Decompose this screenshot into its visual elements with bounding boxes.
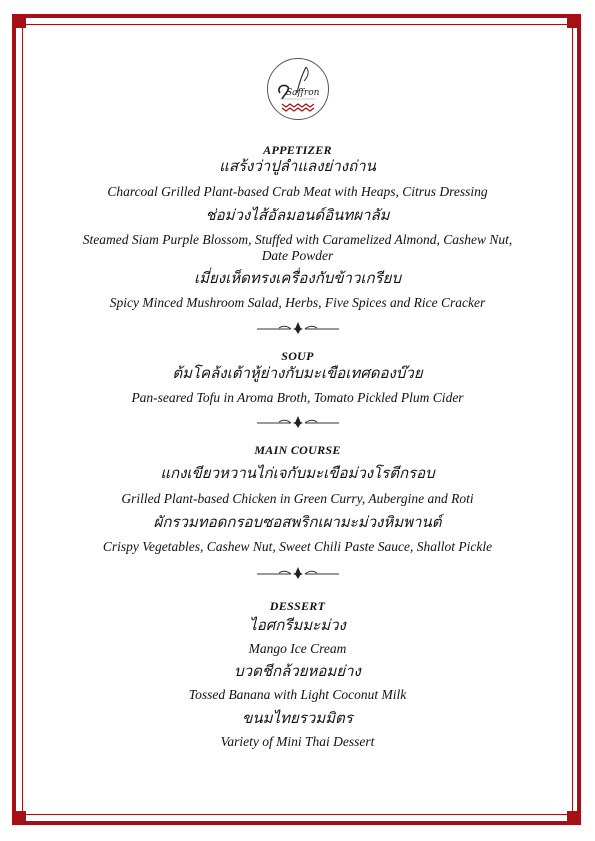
section-heading-main-course: MAIN COURSE [254, 443, 341, 457]
menu-item-english: Mango Ice Cream [248, 641, 347, 656]
menu-item-thai: บวดชีกล้วยหอมย่าง [234, 664, 361, 680]
corner-ornament [567, 14, 581, 28]
section-heading-appetizer: APPETIZER [263, 143, 332, 157]
menu-item-thai: ไอศกรีมมะม่วง [249, 618, 346, 634]
divider-ornament-icon [255, 321, 341, 335]
divider-ornament-icon [255, 415, 341, 429]
saffron-logo-icon [266, 57, 330, 121]
menu-item-thai: เมี่ยงเห็ดทรงเครื่องกับข้าวเกรียบ [194, 271, 401, 287]
menu-item-thai: ต้มโคล้งเต้าหู้ย่างกับมะเขือเทศดองบ๊วย [172, 366, 423, 382]
menu-item-english: Crispy Vegetables, Cashew Nut, Sweet Chili Paste Sauce, Shallot Pickle [102, 539, 493, 554]
menu-item-thai: ขนมไทยรวมมิตร [242, 711, 353, 727]
menu-item-thai: ช่อม่วงไส้อัลมอนด์อินทผาลัม [205, 208, 390, 224]
menu-item-english: Charcoal Grilled Plant-based Crab Meat with Heaps, Citrus Dressing [107, 184, 488, 199]
menu-item-english-cont: Date Powder [261, 248, 334, 263]
logo-text: Saffron [286, 88, 320, 98]
menu-item-english: Grilled Plant-based Chicken in Green Curry, Aubergine and Roti [121, 491, 474, 506]
menu-item-english: Pan-seared Tofu in Aroma Broth, Tomato Pickled Plum Cider [131, 390, 464, 405]
section-heading-dessert: DESSERT [269, 599, 326, 613]
menu-item-english: Tossed Banana with Light Coconut Milk [188, 687, 407, 702]
corner-ornament [12, 14, 26, 28]
section-heading-soup: SOUP [281, 349, 314, 363]
menu-item-thai: แกงเขียวหวานไก่เจกับมะเขือม่วงโรตีกรอบ [160, 466, 435, 482]
menu-item-english: Spicy Minced Mushroom Salad, Herbs, Five Spices and Rice Cracker [109, 295, 486, 310]
menu-item-english: Steamed Siam Purple Blossom, Stuffed with Caramelized Almond, Cashew Nut, [82, 232, 513, 247]
menu-item-english: Variety of Mini Thai Dessert [220, 734, 375, 749]
menu-item-thai: ผักรวมทอดกรอบซอสพริกเผามะม่วงหิมพานต์ [153, 515, 442, 531]
menu-item-thai: แสร้งว่าปูลำแลงย่างถ่าน [219, 159, 376, 175]
corner-ornament [12, 811, 26, 825]
divider-ornament-icon [255, 566, 341, 580]
corner-ornament [567, 811, 581, 825]
